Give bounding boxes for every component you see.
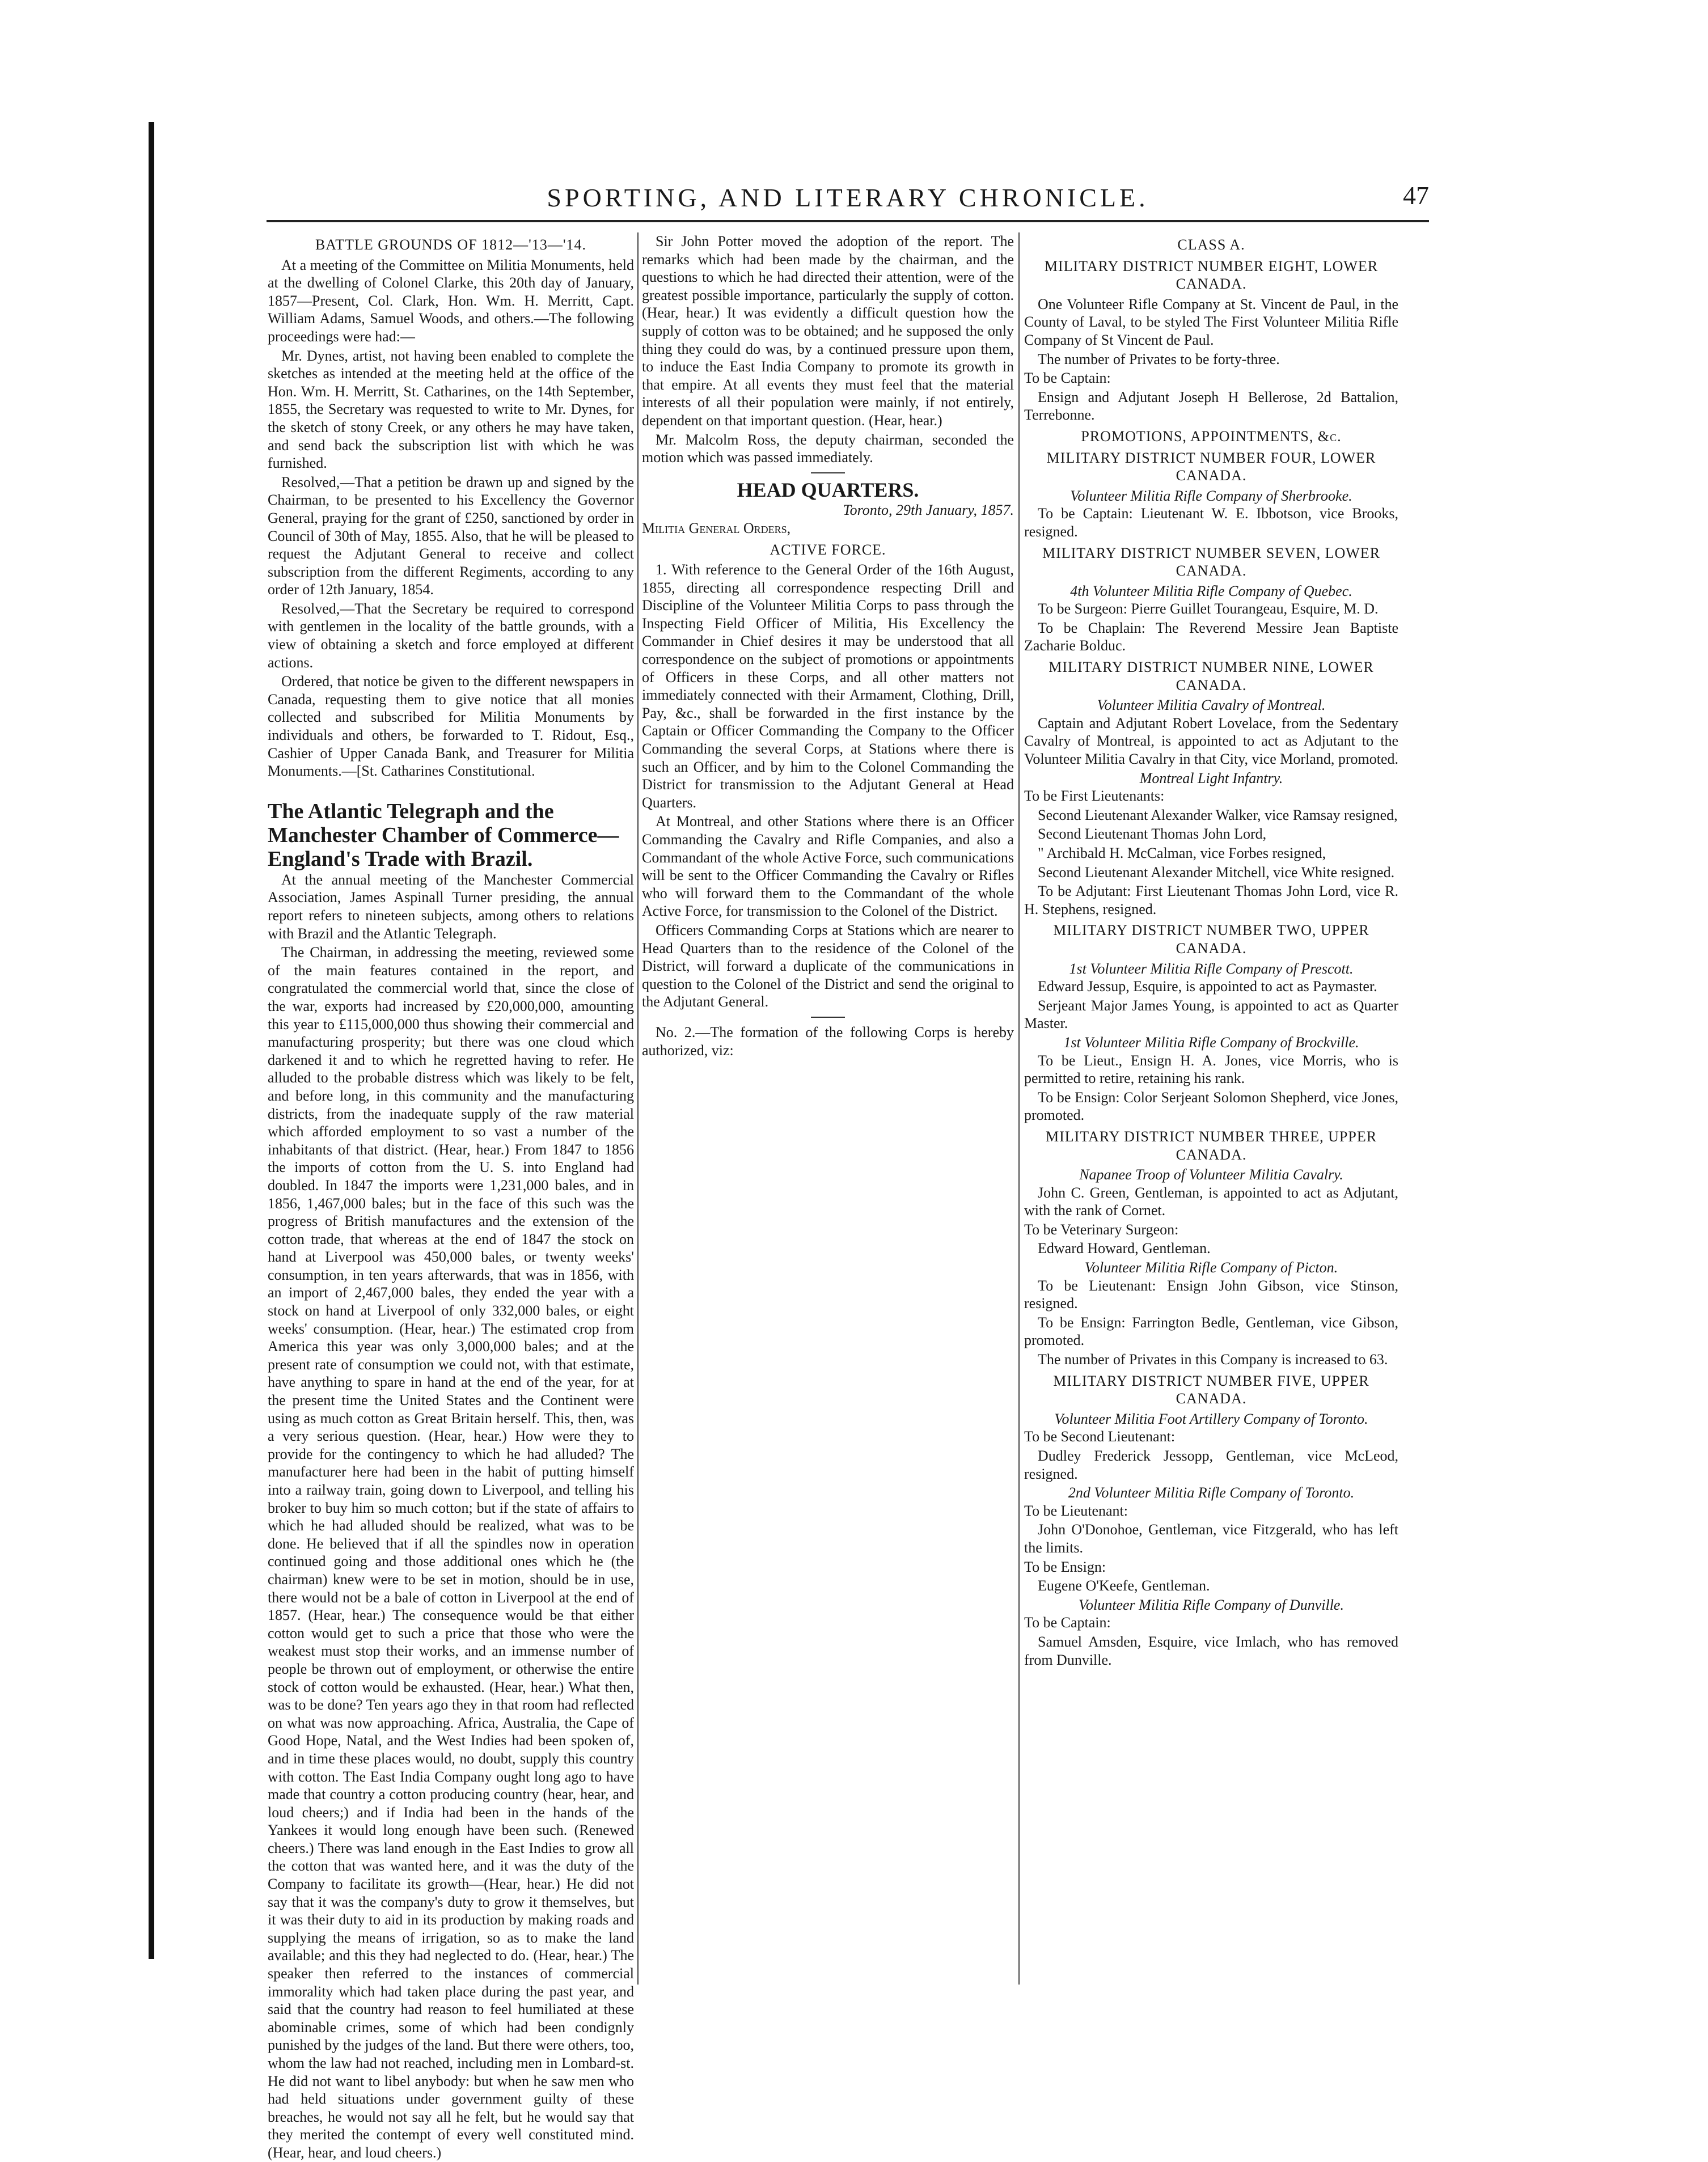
article-paragraph: The Chairman, in addressing the meeting, reviewed some of the main features contained in the report, and congratulated the commercial world that, since the close of the war, exports had increased by £20,000,000, amounting this year to £115,000,000 thus showing their commercial and manufacturing prosperity; but there was one cloud which darkened it and to which he regretted having to refer. He alluded to the probable distress which was likely to be felt, and before long, in this community and the manufacturing districts, from the inadequate supply of the raw material which afforded employment to so vast a number of the inhabitants of that district. (Hear, hear.) From 1847 to 1856 the imports of cotton from the U. S. into England had doubled. In 1847 the imports were 1,231,000 bales, and in 1856, 1,467,000 bales; but in the face of this such was the progress of British manufactures and the extension of the cotton trade, that whereas at the end of 1847 the stock on hand at Liverpool was 450,000 bales, or twenty weeks' consumption, in ten years afterwards, that was in 1856, with an import of 2,467,000 bales, they ended the year with a stock on hand at Liverpool of only 332,000 bales, or eight weeks' consumption. (Hear, hear.) The estimated crop from America this year was only 3,000,000 bales; and at the present rate of consumption we could not, with that estimate, have anything to spare in hand at the end of the year, for at the present time the United States and the Continent were using as much cotton as Great Britain herself. This, then, was a very serious question. (Hear, hear.) How were they to provide for the contingency to which he had alluded? The manufacturer here had been in the habit of putting himself into a railway train, going down to Liverpool, and telling his broker to buy him so much cotton; but if the state of affairs to which he had alluded should be realized, what was to be done. He believed that if all the spindles now in operation continued going and those additional ones which he (the chairman) knew were to be set in motion, should be in use, there would not be a bale of cotton in Liverpool at the end of 1857. (Hear, hear.) The consequence would be that either cotton would get to such a price that those who were the weakest must stop their works, and an immense number of people be thrown out of employment, or otherwise the entire stock of cotton would be exhausted. (Hear, hear.) What then, was to be done? Ten years ago they in that room had reflected on what was now approaching. Africa, Australia, the Cape of Good Hope, Natal, and the West Indies had been spoken of, and in time these places would, no doubt, supply this country with cotton. The East India Company ought long ago to have made that country a cotton producing country (hear, hear, and loud cheers;) and if India had been in the hands of the Yankees it would long enough have been such. (Renewed cheers.) There was land enough in the East Indies to grow all the cotton that was wanted here, and it was the duty of the Company to facilitate its growth—(Hear, hear.) He did not say that it was the company's duty to grow it themselves, but it was their duty to aid in its production by making roads and supplying the means of irrigation, so as to make the land available; and this they had neglected to do. (Hear, hear.) The speaker then referred to the instances of commercial immorality which had taken place during the past year, and said that the country had reason to feel humiliated at these abominable crimes, some of which had been condignly punished by the judges of the land. But there were others, too, whom the law had not reached, including men in Lombard-st. He did not want to libel anybody: but when he saw men who had held situations under government guilty of these breaches, he would not say all he felt, but he would say that they merited the contempt of every well constituted mind. (Hear, hear, and loud cheers.) <box>268 944 634 2161</box>
article-paragraph: 1. With reference to the General Order of the 16th August, 1855, directing all correspondence respecting Drill and Discipline of the Volunteer Militia Corps to pass through the Inspecting Field Officer of Militia, His Excellency the Commander in Chief desires it may be understood that all correspondence on the subject of promotions or appointments of Officers in these Corps, and all other matters not immediately connected with their Armament, Clothing, Drill, Pay, &c., shall be forwarded in the first instance by the Captain or Officer Commanding the Company to the Officer Commanding the several Corps, at Stations where there is such an Officer, and by him to the Colonel Commanding the District for transmission to the Adjutant General at Head Quarters. <box>642 561 1014 811</box>
order-entry: To be Second Lieutenant: <box>1024 1428 1176 1445</box>
order-entry: Eugene O'Keefe, Gentleman. <box>1038 1577 1210 1594</box>
article-paragraph: No. 2.—The formation of the following Corps is hereby authorized, viz: <box>642 1023 1014 1059</box>
column-divider <box>1018 232 1020 1985</box>
order-entry: Serjeant Major James Young, is appointed to act as Quarter Master. <box>1024 997 1398 1032</box>
order-entry: Captain and Adjutant Robert Lovelace, from the Sedentary Cavalry of Montreal, is appointed to act as Adjutant to the Volunteer Militia Cavalry in that City, vice Morland, promoted. <box>1024 714 1398 768</box>
district-heading: MILITARY DISTRICT NUMBER TWO, UPPER CANADA. <box>1053 922 1369 957</box>
dateline: Toronto, 29th January, 1857. <box>843 502 1014 519</box>
order-entry: One Volunteer Rifle Company at St. Vincent de Paul, in the County of Laval, to be styled The First Volunteer Militia Rifle Company of St Vincent de Paul. <box>1024 295 1398 348</box>
article-paragraph: Ordered, that notice be given to the different newspapers in Canada, requesting them to give notice that all monies collected and subscribed for Militia Monuments by individuals and others, be forwarded to T. Ridout, Esq., Cashier of Upper Canada Bank, and Treasurer for Militia Monuments.—[St. Catharines Constitutional. <box>268 673 634 780</box>
article-paragraph: Resolved,—That a petition be drawn up and signed by the Chairman, to be presented to his Excellency the Governor General, praying for the grant of £250, sanctioned by order in Council of 30th of May, 1855. Also, that he will be pleased to request the Adjutant General to receive and collect subscription from the different Regiments, according to any order of 12th January, 1854. <box>268 473 634 598</box>
article-paragraph: Sir John Potter moved the adoption of the report. The remarks which had been made by the chairman, and the questions to which he had directed their attention, were of the greatest possible importance, particularly the supply of cotton. (Hear, hear.) It was evidently a difficult question how the supply of cotton was to be obtained; and he supposed the only thing they could do was, by a continued pressure upon them, to induce the East India Company to promote its growth in that empire. At all events they must feel that the material interests of all their population were mainly, if not entirely, dependent on that important question. (Hear, hear.) <box>642 233 1014 429</box>
order-entry: To be Adjutant: First Lieutenant Thomas John Lord, vice R. H. Stephens, resigned. <box>1024 883 1398 917</box>
company-name: 1st Volunteer Militia Rifle Company of Prescott. <box>1069 960 1354 977</box>
section-heading: ACTIVE FORCE. <box>770 541 886 558</box>
article-paragraph: Mr. Malcolm Ross, the deputy chairman, seconded the motion which was passed immediately. <box>642 431 1014 466</box>
order-entry: John O'Donohoe, Gentleman, vice Fitzgerald, who has left the limits. <box>1024 1521 1398 1556</box>
company-name: Napanee Troop of Volunteer Militia Cavalry. <box>1079 1166 1343 1183</box>
article-paragraph: At Montreal, and other Stations where there is an Officer Commanding the Cavalry and Rifle Companies, and also a Commandant of the whole Active Force, such communications will be sent to the Officer Commanding the Cavalry or Rifles who will forward them to the Commandant of the whole Active Force, for transmission to the Colonel of the District. <box>642 813 1014 920</box>
article-heading: BATTLE GROUNDS OF 1812—'13—'14. <box>315 236 587 253</box>
order-entry: Ensign and Adjutant Joseph H Bellerose, 2d Battalion, Terrebonne. <box>1024 388 1398 424</box>
article-paragraph: Officers Commanding Corps at Stations which are nearer to Head Quarters than to the residence of the Colonel of the District, will forward a duplicate of the communications in question to the Colonel of the District and send the original to the Adjutant General. <box>642 921 1014 1010</box>
company-name: 2nd Volunteer Militia Rifle Company of Toronto. <box>1068 1484 1355 1501</box>
order-entry: To be Captain: Lieutenant W. E. Ibbotson, vice Brooks, resigned. <box>1024 505 1398 540</box>
order-entry: Dudley Frederick Jessopp, Gentleman, vice McLeod, resigned. <box>1024 1448 1398 1482</box>
company-name: Volunteer Militia Rifle Company of Dunville. <box>1079 1596 1344 1613</box>
orders-subheading: Militia General Orders, <box>642 519 791 536</box>
district-heading: CLASS A. <box>1177 236 1245 253</box>
district-heading: PROMOTIONS, APPOINTMENTS, &c. <box>1081 428 1342 445</box>
section-rule <box>811 1017 845 1018</box>
company-name: Montreal Light Infantry. <box>1139 769 1283 786</box>
district-heading: MILITARY DISTRICT NUMBER NINE, LOWER CANADA. <box>1049 659 1374 693</box>
column-1 <box>268 232 634 2161</box>
article-paragraph: Mr. Dynes, artist, not having been enabled to complete the sketches as intended at the meeting held at the office of the Hon. Wm. H. Merritt, St. Catharines, on the 14th September, 1855, the Secretary was requested to write to Mr. Dynes, for the sketch of stony Creek, or any others he may have taken, and send back the subscription list with which he was furnished. <box>268 347 634 472</box>
header-rule <box>267 220 1429 222</box>
order-entry: To be Surgeon: Pierre Guillet Tourangeau, Esquire, M. D. <box>1038 600 1379 617</box>
order-entry: To be Captain: <box>1024 1614 1111 1631</box>
order-entry: To be Veterinary Surgeon: <box>1024 1221 1179 1238</box>
district-heading: MILITARY DISTRICT NUMBER FOUR, LOWER CANADA. <box>1046 449 1376 484</box>
order-entry: To be First Lieutenants: <box>1024 788 1165 805</box>
order-entry: To be Ensign: Color Serjeant Solomon Shepherd, vice Jones, promoted. <box>1024 1089 1398 1124</box>
order-entry: To be Ensign: Farrington Bedle, Gentleman, vice Gibson, promoted. <box>1024 1314 1398 1349</box>
company-name: 1st Volunteer Militia Rifle Company of Brockville. <box>1063 1034 1359 1051</box>
order-entry: To be Lieutenant: Ensign John Gibson, vice Stinson, resigned. <box>1024 1277 1398 1312</box>
section-rule <box>811 472 845 473</box>
article-paragraph: Resolved,—That the Secretary be required to correspond with gentlemen in the locality of the battle grounds, with a view of obtaining a sketch and force employed at different actions. <box>268 600 634 671</box>
page-header <box>267 183 1429 217</box>
column-2 <box>642 232 1014 1060</box>
page-number: 47 <box>1403 181 1429 210</box>
article-heading: HEAD QUARTERS. <box>737 478 919 501</box>
running-title: SPORTING, AND LITERARY CHRONICLE. <box>547 183 1149 212</box>
column-divider <box>637 232 639 1985</box>
company-name: Volunteer Militia Cavalry of Montreal. <box>1097 697 1326 714</box>
company-name: Volunteer Militia Rifle Company of Sherbrooke. <box>1070 487 1352 504</box>
district-heading: MILITARY DISTRICT NUMBER SEVEN, LOWER CANADA. <box>1042 544 1381 579</box>
order-entry: The number of Privates in this Company is increased to 63. <box>1038 1351 1388 1368</box>
article-paragraph: At the annual meeting of the Manchester Commercial Association, James Aspinall Turner presiding, the annual report refers to nineteen subjects, among others to relations with Brazil and the Atlantic Telegraph. <box>268 871 634 942</box>
order-entry: Second Lieutenant Thomas John Lord, <box>1038 826 1267 843</box>
article-paragraph: At a meeting of the Committee on Militia Monuments, held at the dwelling of Colonel Clarke, this 20th day of January, 1857—Present, Col. Clark, Hon. Wm. H. Merritt, Capt. William Adams, Samuel Woods, and others.—The following proceedings were had:— <box>268 256 634 345</box>
order-entry: " Archibald H. McCalman, vice Forbes resigned, <box>1038 845 1326 861</box>
order-entry: Edward Howard, Gentleman. <box>1038 1240 1211 1257</box>
company-name: Volunteer Militia Rifle Company of Picton. <box>1084 1259 1338 1276</box>
company-name: Volunteer Militia Foot Artillery Company of Toronto. <box>1054 1410 1368 1427</box>
order-entry: Edward Jessup, Esquire, is appointed to act as Paymaster. <box>1038 978 1377 995</box>
order-entry: To be Ensign: <box>1024 1558 1106 1575</box>
order-entry: To be Lieutenant: <box>1024 1502 1128 1519</box>
company-name: 4th Volunteer Militia Rifle Company of Quebec. <box>1070 582 1352 599</box>
column-3 <box>1024 232 1398 1670</box>
district-heading: MILITARY DISTRICT NUMBER EIGHT, LOWER CANADA. <box>1044 257 1379 293</box>
article-heading: The Atlantic Telegraph and the Manchester Chamber of Commerce—England's Trade with Brazil. <box>268 799 619 871</box>
order-entry: To be Captain: <box>1024 370 1111 387</box>
page-binding-edge <box>149 122 154 1959</box>
order-entry: Samuel Amsden, Esquire, vice Imlach, who has removed from Dunville. <box>1024 1633 1398 1668</box>
order-entry: To be Lieut., Ensign H. A. Jones, vice Morris, who is permitted to retire, retaining his rank. <box>1024 1052 1398 1087</box>
order-entry: To be Chaplain: The Reverend Messire Jean Baptiste Zacharie Bolduc. <box>1024 619 1398 654</box>
order-entry: John C. Green, Gentleman, is appointed to act as Adjutant, with the rank of Cornet. <box>1024 1184 1398 1219</box>
order-entry: The number of Privates to be forty-three. <box>1038 350 1280 367</box>
district-heading: MILITARY DISTRICT NUMBER FIVE, UPPER CANADA. <box>1053 1372 1369 1407</box>
order-entry: Second Lieutenant Alexander Mitchell, vice White resigned. <box>1038 864 1395 881</box>
order-entry: Second Lieutenant Alexander Walker, vice Ramsay resigned, <box>1038 806 1398 823</box>
district-heading: MILITARY DISTRICT NUMBER THREE, UPPER CANADA. <box>1045 1128 1377 1163</box>
